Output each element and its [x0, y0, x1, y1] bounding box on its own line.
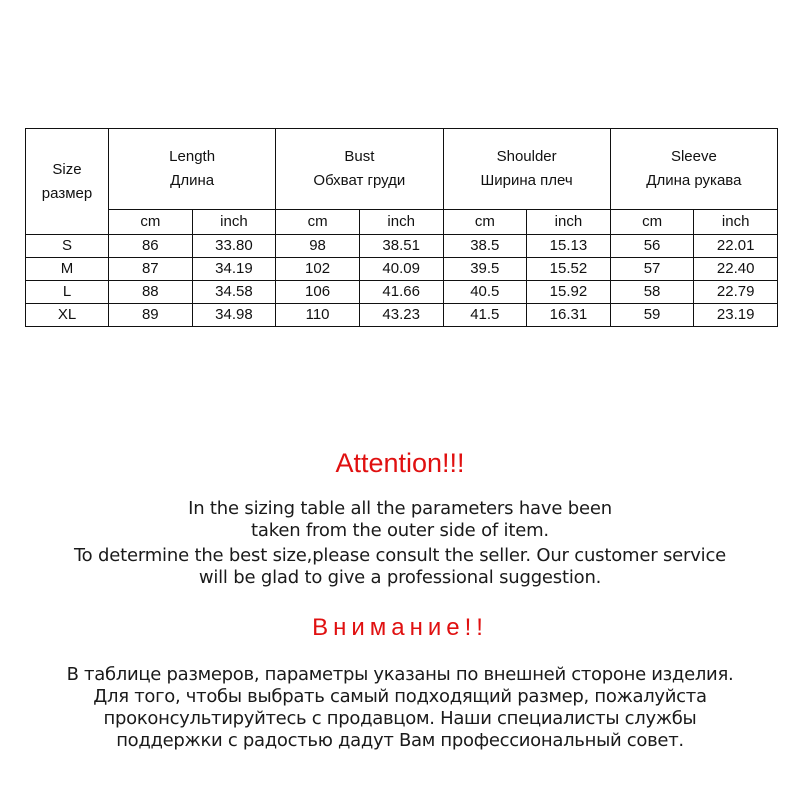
value-cell: 38.51: [359, 235, 443, 258]
table-header-row: [26, 129, 778, 210]
value-cell: 34.98: [192, 304, 276, 327]
notice-en-paragraph-1: [0, 498, 800, 542]
value-cell: 34.58: [192, 281, 276, 304]
table-row: [26, 281, 778, 304]
size-label-cell: L: [26, 281, 109, 304]
value-cell: 87: [109, 258, 193, 281]
value-cell: 39.5: [443, 258, 527, 281]
notice-ru-line: проконсультируйтесь с продавцом. Наши специалисты службы: [103, 708, 697, 729]
value-cell: 41.5: [443, 304, 527, 327]
size-header-en: Size: [52, 160, 82, 178]
table-row: [26, 235, 778, 258]
unit-cell: inch: [192, 210, 276, 235]
value-cell: 40.5: [443, 281, 527, 304]
unit-cell: inch: [694, 210, 778, 235]
value-cell: 86: [109, 235, 193, 258]
value-cell: 23.19: [694, 304, 778, 327]
notice-ru-line: поддержки с радостью дадут Вам профессиональный совет.: [116, 730, 684, 751]
size-label-cell: S: [26, 235, 109, 258]
size-label-cell: M: [26, 258, 109, 281]
value-cell: 89: [109, 304, 193, 327]
unit-row: [26, 210, 778, 235]
unit-cell: inch: [359, 210, 443, 235]
unit-cell: inch: [527, 210, 611, 235]
value-cell: 16.31: [527, 304, 611, 327]
value-cell: 15.52: [527, 258, 611, 281]
shoulder-header-en: Shoulder: [496, 148, 557, 165]
size-chart-table: [25, 128, 778, 327]
unit-cell: cm: [276, 210, 360, 235]
size-label-cell: XL: [26, 304, 109, 327]
table-row: [26, 304, 778, 327]
unit-cell: cm: [109, 210, 193, 235]
notice-en-line: In the sizing table all the parameters have been: [188, 498, 612, 519]
value-cell: 15.13: [527, 235, 611, 258]
shoulder-header-ru: Ширина плеч: [480, 172, 573, 189]
notice-en-line: will be glad to give a professional suggestion.: [198, 567, 602, 588]
table-row: [26, 258, 778, 281]
value-cell: 22.79: [694, 281, 778, 304]
value-cell: 57: [610, 258, 694, 281]
value-cell: 102: [276, 258, 360, 281]
length-header-cell: [109, 129, 276, 210]
value-cell: 38.5: [443, 235, 527, 258]
notice-en-paragraph-2: [0, 545, 800, 589]
value-cell: 33.80: [192, 235, 276, 258]
attention-heading-ru: Внимание!!: [312, 614, 488, 641]
length-header-en: Length: [169, 148, 216, 165]
value-cell: 41.66: [359, 281, 443, 304]
unit-cell: cm: [443, 210, 527, 235]
notice-ru-line: Для того, чтобы выбрать самый подходящий размер, пожалуйста: [93, 686, 707, 707]
shoulder-header-cell: [443, 129, 610, 210]
sleeve-header-ru: Длина рукава: [646, 172, 742, 189]
sleeve-header-en: Sleeve: [670, 148, 717, 165]
bust-header-ru: Обхват груди: [313, 172, 406, 189]
notice-ru-line: В таблице размеров, параметры указаны по внешней стороне изделия.: [66, 664, 734, 685]
notice-en-line: To determine the best size,please consult the seller. Our customer service: [73, 545, 727, 566]
value-cell: 110: [276, 304, 360, 327]
notice-en-line: taken from the outer side of item.: [251, 520, 549, 541]
value-cell: 43.23: [359, 304, 443, 327]
sleeve-header-cell: [610, 129, 777, 210]
value-cell: 106: [276, 281, 360, 304]
value-cell: 59: [610, 304, 694, 327]
notice-ru-paragraph: [0, 664, 800, 752]
size-header-cell: [26, 129, 109, 235]
value-cell: 56: [610, 235, 694, 258]
bust-header-en: Bust: [344, 148, 375, 165]
value-cell: 88: [109, 281, 193, 304]
value-cell: 15.92: [527, 281, 611, 304]
value-cell: 22.40: [694, 258, 778, 281]
attention-heading-en: Attention!!!: [335, 448, 465, 478]
value-cell: 58: [610, 281, 694, 304]
size-header-ru: размер: [41, 184, 93, 202]
unit-cell: cm: [610, 210, 694, 235]
length-header-ru: Длина: [170, 172, 215, 189]
bust-header-cell: [276, 129, 443, 210]
value-cell: 22.01: [694, 235, 778, 258]
value-cell: 34.19: [192, 258, 276, 281]
value-cell: 40.09: [359, 258, 443, 281]
value-cell: 98: [276, 235, 360, 258]
